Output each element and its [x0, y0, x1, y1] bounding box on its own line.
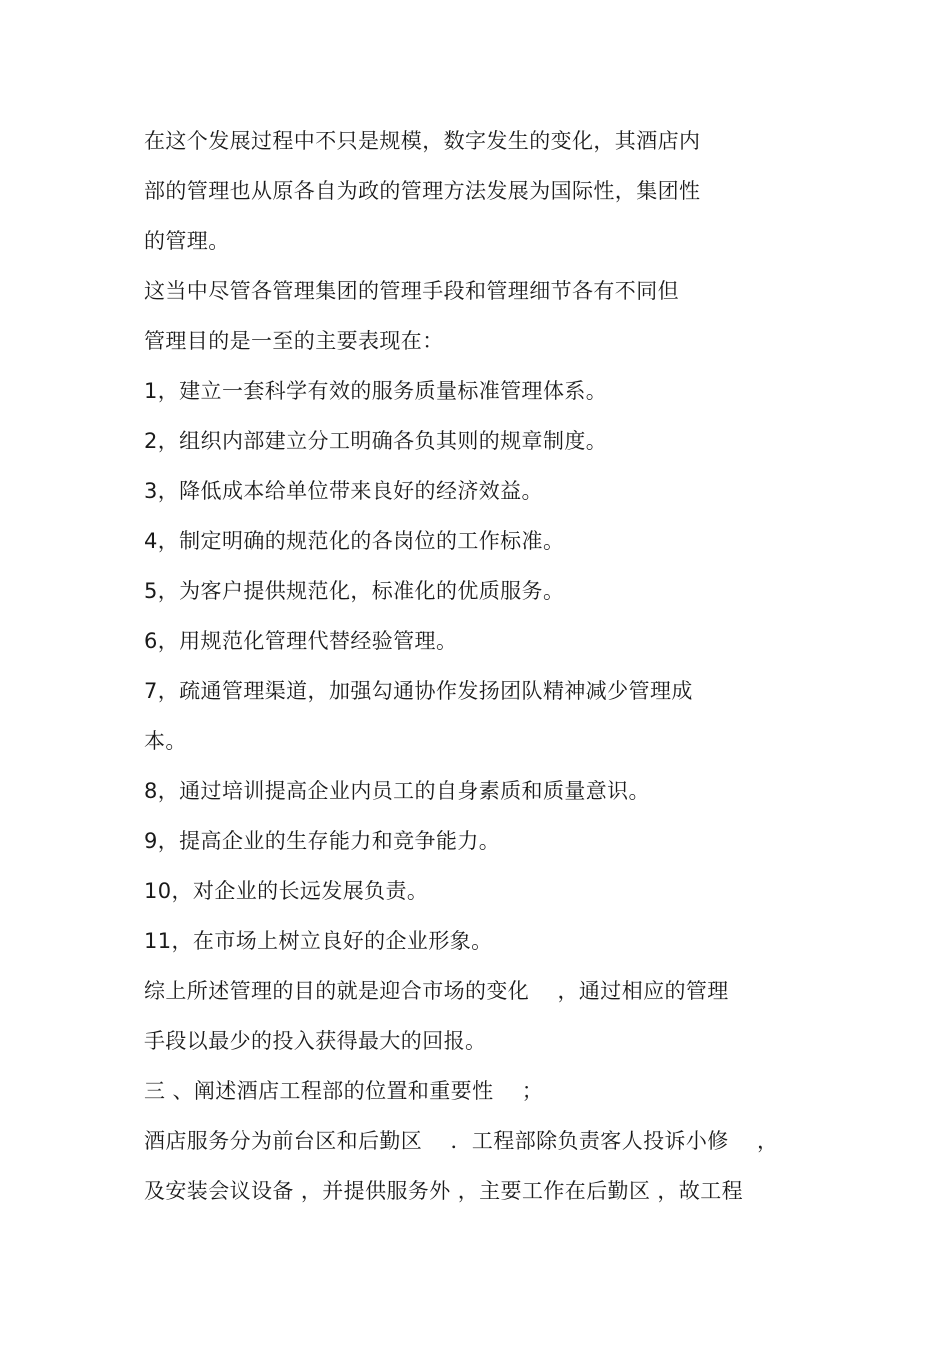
list-item: 2，组织内部建立分工明确各负其则的规章制度。 — [144, 429, 608, 453]
paragraph-line: 综上所述管理的目的就是迎合市场的变化 ，通过相应的管理 — [144, 979, 729, 1003]
section-heading: 三 、阐述酒店工程部的位置和重要性 ； — [144, 1079, 544, 1103]
paragraph-line: 在这个发展过程中不只是规模，数字发生的变化，其酒店内 — [144, 129, 701, 153]
list-item: 5，为客户提供规范化，标准化的优质服务。 — [144, 579, 565, 603]
list-item: 7，疏通管理渠道，加强勾通协作发扬团队精神减少管理成 — [144, 679, 693, 703]
paragraph-line: 部的管理也从原各自为政的管理方法发展为国际性，集团性 — [144, 179, 701, 203]
paragraph-line: 的管理。 — [144, 229, 230, 253]
list-item: 3，降低成本给单位带来良好的经济效益。 — [144, 479, 543, 503]
paragraph-line: 管理目的是一至的主要表现在： — [144, 329, 444, 353]
list-item: 1，建立一套科学有效的服务质量标准管理体系。 — [144, 379, 608, 403]
list-item: 8，通过培训提高企业内员工的自身素质和质量意识。 — [144, 779, 650, 803]
paragraph-line: 手段以最少的投入获得最大的回报。 — [144, 1029, 487, 1053]
paragraph-line: 酒店服务分为前台区和后勤区 ．工程部除负责客人投诉小修 ， — [144, 1129, 779, 1153]
list-item: 本。 — [144, 729, 187, 753]
list-item: 9，提高企业的生存能力和竞争能力。 — [144, 829, 501, 853]
list-item: 10，对企业的长远发展负责。 — [144, 879, 429, 903]
list-item: 11，在市场上树立良好的企业形象。 — [144, 929, 493, 953]
paragraph-line: 这当中尽管各管理集团的管理手段和管理细节各有不同但 — [144, 279, 679, 303]
list-item: 4，制定明确的规范化的各岗位的工作标准。 — [144, 529, 565, 553]
paragraph-line: 及安装会议设备 ，并提供服务外 ，主要工作在后勤区 ，故工程 — [144, 1179, 744, 1203]
list-item: 6，用规范化管理代替经验管理。 — [144, 629, 458, 653]
